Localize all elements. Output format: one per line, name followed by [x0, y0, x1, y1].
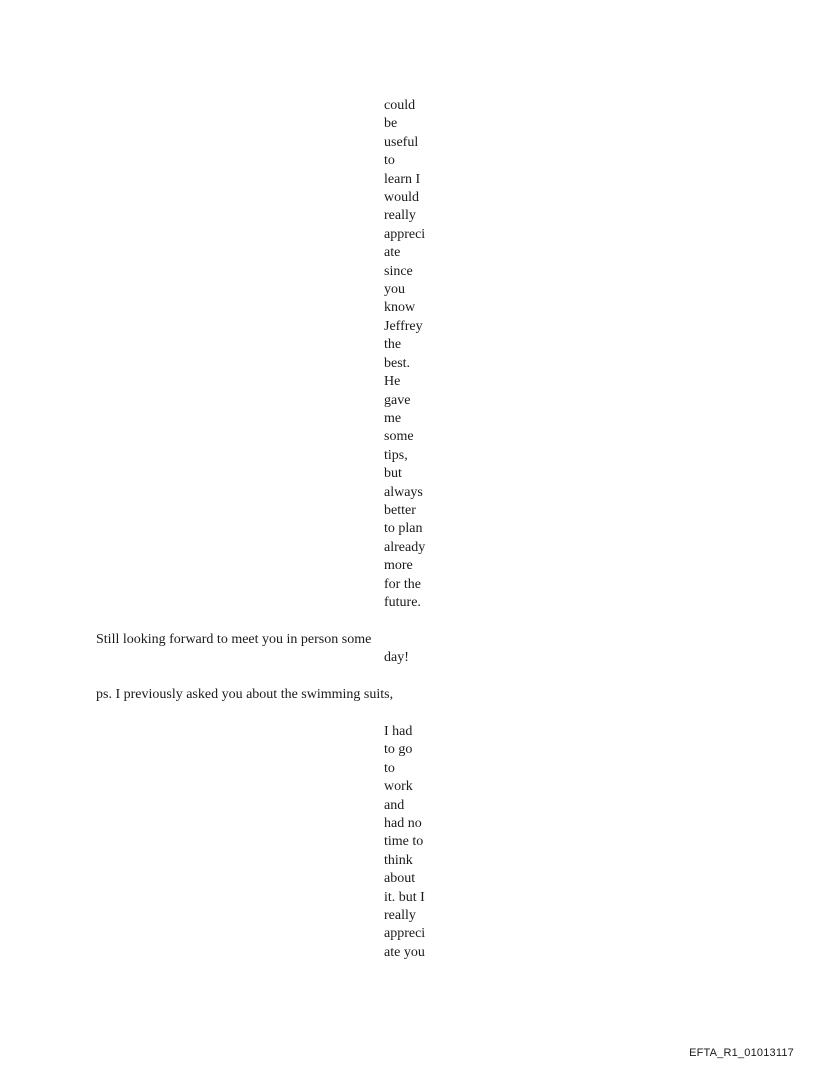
column-line: learn I: [384, 171, 421, 187]
column-line: ate you: [384, 944, 425, 960]
paragraph-ps: ps. I previously asked you about the swimming suits,: [96, 687, 394, 702]
column-line: useful: [384, 134, 419, 150]
text-column-1: [384, 97, 425, 612]
column-line: more: [384, 558, 413, 574]
column-line: ate: [384, 245, 401, 261]
column-line: appreci: [384, 926, 426, 942]
paragraph-still-looking: Still looking forward to meet you in person some: [96, 632, 372, 647]
column-line: for the: [384, 576, 421, 592]
column-line: some: [384, 429, 414, 445]
column-line: it. but I: [384, 889, 425, 905]
column-line: He: [384, 374, 401, 390]
column-line: really: [384, 208, 416, 224]
column-line: you: [384, 282, 405, 298]
paragraph-still-looking-continued: day!: [384, 650, 409, 665]
column-line: time to: [384, 834, 424, 850]
column-line: had no: [384, 816, 422, 832]
column-line: know: [384, 300, 416, 316]
column-line: me: [384, 410, 402, 426]
column-line: really: [384, 908, 416, 924]
document-id-footer: EFTA_R1_01013117: [689, 1047, 794, 1059]
column-line: already: [384, 539, 426, 555]
column-line: could: [384, 98, 416, 113]
column-line: the: [384, 337, 402, 353]
column-line: would: [384, 190, 419, 206]
column-line: to: [384, 153, 395, 169]
column-line: better: [384, 502, 416, 518]
column-line: about: [384, 871, 416, 887]
column-line: Jeffrey: [384, 318, 423, 334]
column-line: to plan: [384, 521, 423, 537]
column-line: think: [384, 852, 413, 868]
column-line: and: [384, 797, 405, 813]
column-line: best.: [384, 355, 411, 371]
text-column-2: [384, 723, 425, 962]
column-line: I had: [384, 724, 413, 739]
column-line: but: [384, 466, 402, 482]
column-line: future.: [384, 594, 421, 610]
column-line: be: [384, 116, 398, 132]
column-line: to: [384, 760, 395, 776]
column-line: work: [384, 779, 413, 795]
column-line: appreci: [384, 226, 426, 242]
column-line: to go: [384, 742, 413, 758]
column-line: always: [384, 484, 423, 500]
column-line: tips,: [384, 447, 408, 463]
column-line: since: [384, 263, 413, 279]
column-line: gave: [384, 392, 411, 408]
